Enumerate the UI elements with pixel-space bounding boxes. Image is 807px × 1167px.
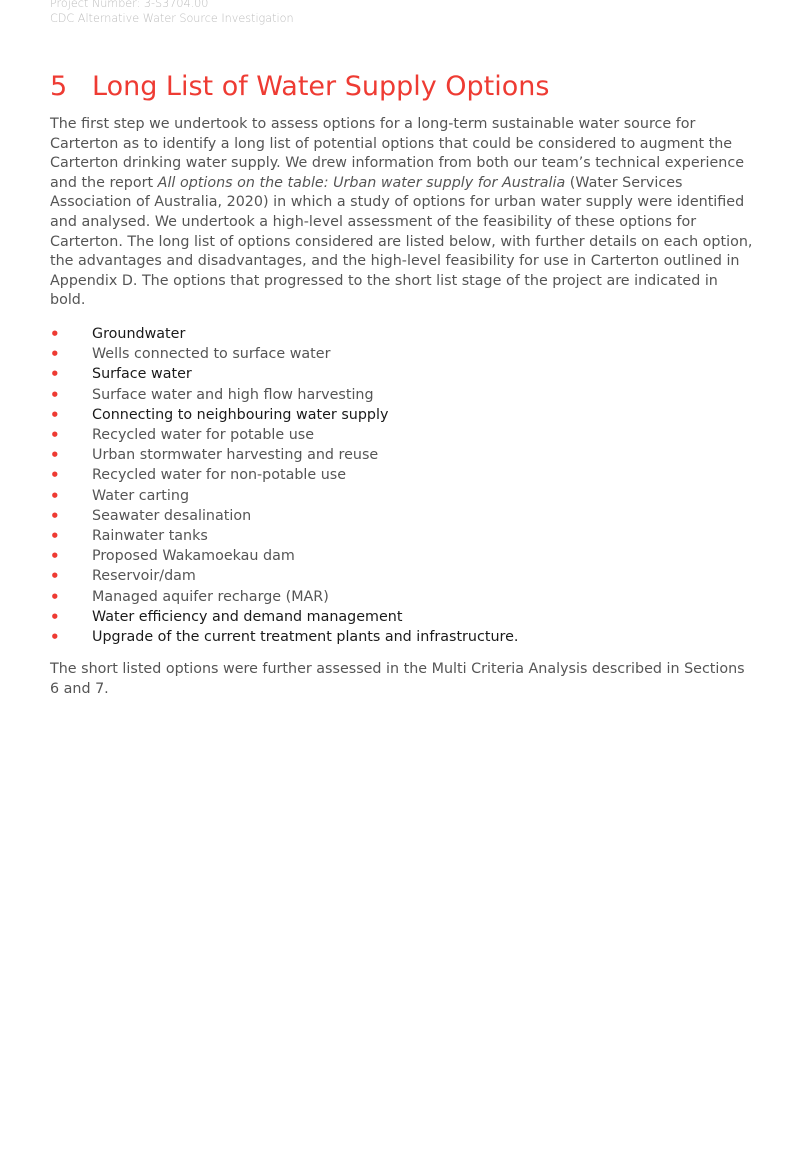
list-item xyxy=(50,627,518,647)
bullet-icon: • xyxy=(50,628,60,647)
section-heading xyxy=(50,68,549,106)
option-label: Connecting to neighbouring water supply xyxy=(92,406,389,423)
list-item xyxy=(50,465,518,485)
list-item xyxy=(50,445,518,465)
option-label: Upgrade of the current treatment plants and infrastructure. xyxy=(92,629,519,646)
option-label: Managed aquifer recharge (MAR) xyxy=(92,588,329,605)
list-item xyxy=(50,385,518,405)
bullet-icon: • xyxy=(50,607,60,626)
intro-paragraph xyxy=(50,115,756,311)
bullet-icon: • xyxy=(50,486,60,505)
list-item xyxy=(50,364,518,384)
section-number: 5 xyxy=(50,71,68,102)
option-label: Surface water xyxy=(92,366,192,383)
bullet-icon: • xyxy=(50,547,60,566)
closing-paragraph: The short listed options were further assessed in the Multi Criteria Analysis described in Sections 6 and 7. xyxy=(50,661,745,697)
options-list xyxy=(50,324,518,647)
list-item xyxy=(50,425,518,445)
bullet-icon: • xyxy=(50,466,60,485)
bullet-icon: • xyxy=(50,587,60,606)
option-label: Reservoir/dam xyxy=(92,568,196,585)
bullet-icon: • xyxy=(50,527,60,546)
report-title: All options on the table: Urban water supply for Australia xyxy=(157,174,566,191)
list-item xyxy=(50,546,518,566)
intro-text-end: (Water Services Association of Australia, 2020) in which a study of options for urban water supply were identified and analysed. We undertook a high-level assessment of the feasibility of these options for Carterton. The long list of options considered are listed below, with further details on each option, the advantages and disadvantages, and the high-level feasibility for use in Carterton outlined in Appendix D. The options that progressed to the short list stage of the project are indicated in bold. xyxy=(50,174,753,309)
option-label: Surface water and high flow harvesting xyxy=(92,386,374,403)
list-item xyxy=(50,526,518,546)
list-item xyxy=(50,344,518,364)
list-item xyxy=(50,486,518,506)
section-title: Long List of Water Supply Options xyxy=(92,71,550,102)
option-label: Wells connected to surface water xyxy=(92,346,331,363)
list-item xyxy=(50,324,518,344)
bullet-icon: • xyxy=(50,446,60,465)
list-item xyxy=(50,607,518,627)
option-label: Water efficiency and demand management xyxy=(92,608,403,625)
option-label: Seawater desalination xyxy=(92,507,252,524)
option-label: Water carting xyxy=(92,487,190,504)
option-label: Rainwater tanks xyxy=(92,528,208,545)
project-title: CDC Alternative Water Source Investigation xyxy=(50,12,294,25)
bullet-icon: • xyxy=(50,405,60,424)
option-label: Recycled water for non-potable use xyxy=(92,467,347,484)
option-label: Groundwater xyxy=(92,326,186,342)
bullet-icon: • xyxy=(50,325,60,343)
option-label: Proposed Wakamoekau dam xyxy=(92,548,295,565)
list-item xyxy=(50,587,518,607)
bullet-icon: • xyxy=(50,385,60,404)
list-item xyxy=(50,405,518,425)
page-header xyxy=(50,0,294,26)
list-item xyxy=(50,506,518,526)
bullet-icon: • xyxy=(50,567,60,586)
bullet-icon: • xyxy=(50,365,60,384)
intro-text-start: The first step we undertook to assess options for a long-term sustainable water source for Carterton as to identify a long list of potential options that could be considered to augment the Carterton drinking water supply. We drew information from both our team’s technical experience and the report xyxy=(50,116,745,191)
list-item xyxy=(50,566,518,586)
bullet-icon: • xyxy=(50,426,60,445)
project-number: Project Number: 3-S3704.00 xyxy=(50,0,209,10)
option-label: Urban stormwater harvesting and reuse xyxy=(92,447,379,464)
bullet-icon: • xyxy=(50,345,60,364)
bullet-icon: • xyxy=(50,506,60,525)
option-label: Recycled water for potable use xyxy=(92,427,315,444)
